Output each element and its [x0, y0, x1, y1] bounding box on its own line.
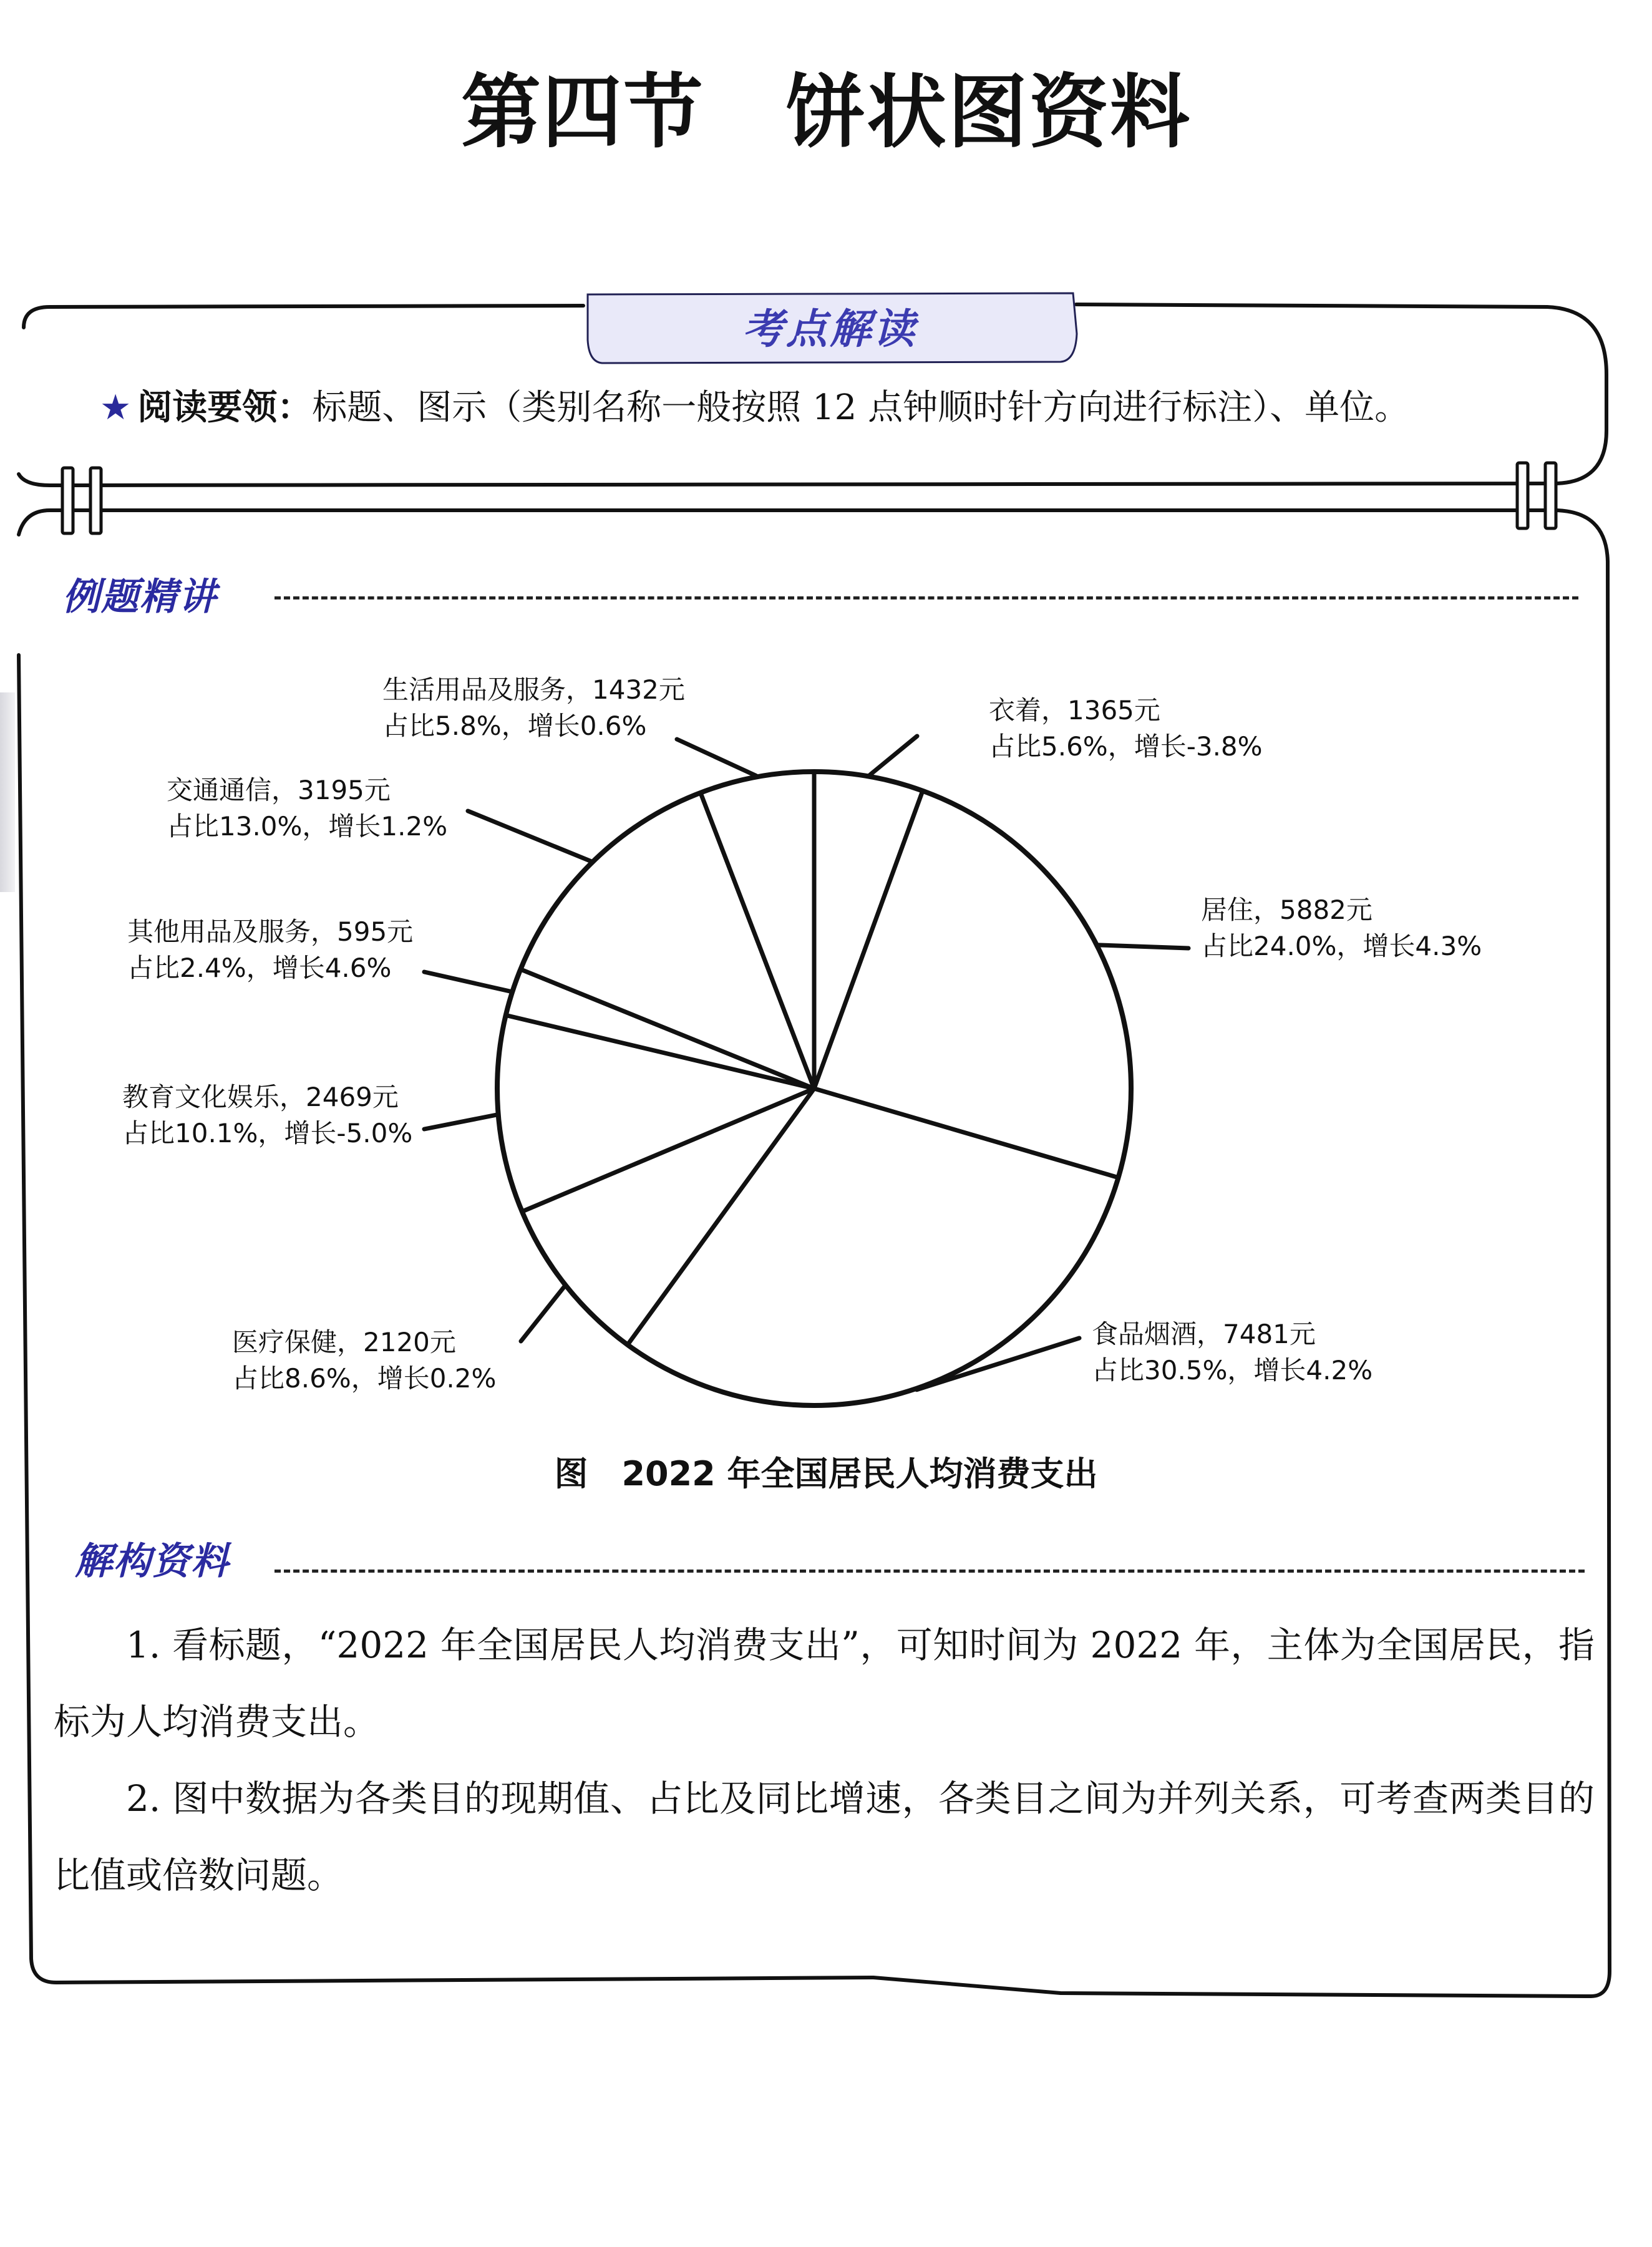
title-section-number: 第四节 [460, 66, 704, 159]
pie-leader-line [424, 1115, 497, 1129]
pie-leader-line [521, 1286, 565, 1341]
pie-label-share-growth: 占比5.8%，增长0.6% [382, 711, 647, 741]
analysis-paragraph-2: 2. 图中数据为各类目的现期值、占比及同比增速，各类目之间为并列关系，可考查两类目的比值或倍数问题。 [54, 1777, 1595, 1896]
pie-label-share-growth: 占比5.6%，增长-3.8% [989, 731, 1263, 762]
pie-chart [0, 624, 1652, 1435]
title-topic: 饼状图资料 [785, 66, 1192, 159]
example-heading-divider [275, 596, 1578, 599]
pie-data-label [1092, 1316, 1373, 1389]
pie-label-value: 居住，5882元 [1201, 895, 1373, 925]
pie-data-label [232, 1324, 496, 1397]
analysis-body [54, 1607, 1595, 1914]
pie-label-share-growth: 占比30.5%，增长4.2% [1092, 1355, 1373, 1386]
chart-caption: 图 2022 年全国居民人均消费支出 [554, 1454, 1098, 1493]
reading-tip-lead: 阅读要领： [137, 387, 313, 428]
pie-leader-line [870, 736, 917, 775]
pie-label-value: 食品烟酒，7481元 [1092, 1319, 1316, 1349]
pie-data-label [122, 1079, 412, 1152]
pie-data-label [167, 772, 447, 845]
connector-line [19, 510, 1608, 561]
pie-label-value: 教育文化娱乐，2469元 [122, 1082, 399, 1112]
example-heading: 例题精讲 [62, 575, 217, 619]
pie-label-share-growth: 占比8.6%，增长0.2% [232, 1363, 497, 1394]
clip-right-1 [1517, 463, 1528, 528]
reading-tip [100, 383, 1409, 433]
pie-leader-line [1098, 945, 1188, 948]
reading-tip-text: 标题、图示（类别名称一般按照 12 点钟顺时针方向进行标注）、单位。 [312, 387, 1410, 428]
pie-label-share-growth: 占比2.4%，增长4.6% [127, 953, 392, 983]
pie-label-share-growth: 占比24.0%，增长4.3% [1201, 931, 1482, 961]
pie-label-value: 生活用品及服务，1432元 [382, 674, 685, 705]
pie-leader-line [677, 739, 756, 776]
pie-data-label [382, 672, 685, 744]
pie-label-value: 医疗保健，2120元 [232, 1327, 456, 1357]
pie-data-label [1201, 892, 1482, 964]
pie-leader-line [424, 972, 511, 991]
star-icon: ★ [100, 387, 132, 428]
pie-label-value: 其他用品及服务，595元 [127, 916, 414, 947]
pie-label-share-growth: 占比10.1%，增长-5.0% [122, 1118, 413, 1148]
pie-label-value: 交通通信，3195元 [167, 775, 391, 805]
pie-label-share-growth: 占比13.0%，增长1.2% [167, 811, 448, 842]
analysis-heading: 解构资料 [75, 1540, 230, 1583]
clip-left-2 [90, 468, 101, 533]
pie-data-label [127, 914, 413, 986]
pie-leader-line [468, 811, 591, 861]
pie-data-label [989, 692, 1263, 765]
clip-right-2 [1545, 463, 1556, 528]
exam-points-tab-label: 考点解读 [742, 305, 917, 353]
analysis-paragraph-1: 1. 看标题，“2022 年全国居民人均消费支出”，可知时间为 2022 年，主体为全国居民，指标为人均消费支出。 [54, 1624, 1595, 1743]
analysis-heading-divider [275, 1570, 1585, 1573]
pie-label-value: 衣着，1365元 [989, 695, 1160, 726]
clip-left-1 [62, 468, 73, 533]
